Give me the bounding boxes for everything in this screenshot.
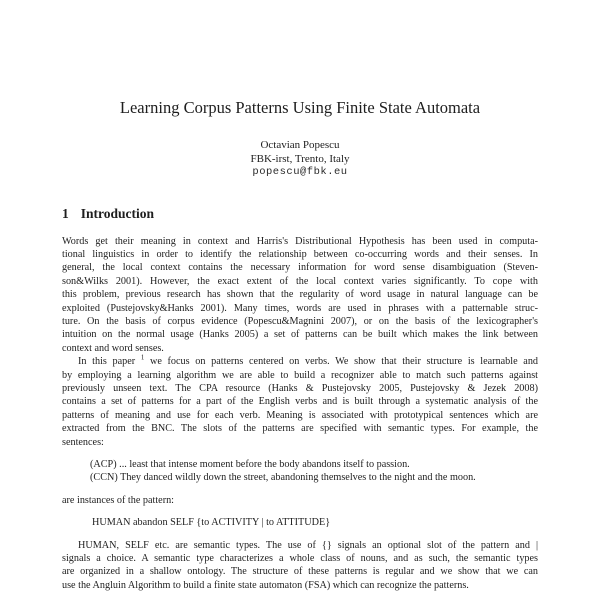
paragraph-line: by employing a learning algorithm we are able to build a recognizer able to match such patterns against [62, 369, 538, 381]
paragraph-line: are organized in a shallow ontology. The structure of these patterns is regular and we show that we can [62, 566, 538, 578]
section-title: Introduction [80, 205, 155, 221]
section-number: 1 [62, 205, 69, 221]
footnote-marker: 1 [140, 353, 145, 362]
paragraph-line: intuition on the normal usage (Hanks 2005) a set of patterns can be built which makes the link between [62, 329, 538, 341]
paragraph-line: general, the local context contains the necessary information for word sense disambiguation (Steven- [62, 262, 538, 274]
section-heading [62, 206, 538, 222]
paragraph-line: Words get their meaning in context and Harris's Distributional Hypothesis has been used in computa- [62, 235, 538, 247]
author-email: popescu@fbk.eu [252, 166, 348, 178]
author-affiliation: FBK-irst, Trento, Italy [250, 152, 350, 165]
paragraph-line: HUMAN, SELF etc. are semantic types. The use of {} signals an optional slot of the pattern and | [78, 539, 538, 551]
paragraph-line: context and word senses. [62, 342, 164, 354]
paragraph-text: we focus on patterns centered on verbs. We show that their structure is learnable and [150, 356, 539, 368]
example-line-acp: (ACP) ... least that intense moment before the body abandons itself to passion. [90, 459, 410, 470]
paper-content [62, 98, 538, 592]
paragraph-line: signals a choice. A semantic type characterizes a whole class of nouns, and as such, the semantic types [62, 553, 538, 565]
paragraph-text: In this paper [78, 356, 136, 368]
connector-text: are instances of the pattern: [62, 494, 175, 506]
paragraph-line: son&Wilks 2001). However, the exact extent of the local context varies significantly. To cope with [62, 275, 538, 287]
paragraph-line: contains a set of patterns for a part of the English verbs and is built through a systematic analysis of the [62, 396, 538, 408]
paragraph-line: sentences: [62, 436, 104, 448]
example-line-ccn: (CCN) They danced wildly down the street, abandoning themselves to the night and the moon. [90, 472, 476, 484]
author-block [62, 139, 538, 180]
author-name: Octavian Popescu [260, 139, 340, 151]
example-sentences-block [90, 458, 538, 485]
paragraph-line: use the Angluin Algorithm to build a finite state automaton (FSA) which can recognize the patterns. [62, 579, 469, 591]
paragraph-line: this problem, previous research has shown that the regularity of word usage in natural language can be [62, 289, 538, 301]
intro-paragraph-3 [62, 539, 538, 593]
paragraph-line: patterns of meaning and use for each verb. Meaning is associated with prototypical sentences which are [62, 409, 538, 421]
paragraph-line: extracted from the BNC. The slots of the patterns are specified with semantic types. For example, the [62, 423, 538, 435]
paragraph-line [62, 355, 538, 368]
pattern-text: HUMAN abandon SELF {to ACTIVITY | to ATTITUDE} [92, 517, 331, 529]
intro-paragraph-2 [62, 355, 538, 449]
paragraph-line: ture. On the basis of corpus evidence (Popescu&Magnini 2007), or on the basis of the lexicographer's [62, 315, 538, 327]
paragraph-line: exploited (Pustejovsky&Hanks 2001). Many times, words are used in phrases with a patternable struc- [62, 302, 538, 314]
paragraph-line: previously unseen text. The CPA resource (Hanks & Pustejovsky 2005, Pustejovsky & Jezek 2008) [62, 382, 538, 394]
paragraph-line: tional linguistics in order to identify the relationship between co-occurring words and their senses. In [62, 248, 538, 260]
paper-title: Learning Corpus Patterns Using Finite State Automata [119, 98, 481, 117]
intro-paragraph-1 [62, 235, 538, 356]
